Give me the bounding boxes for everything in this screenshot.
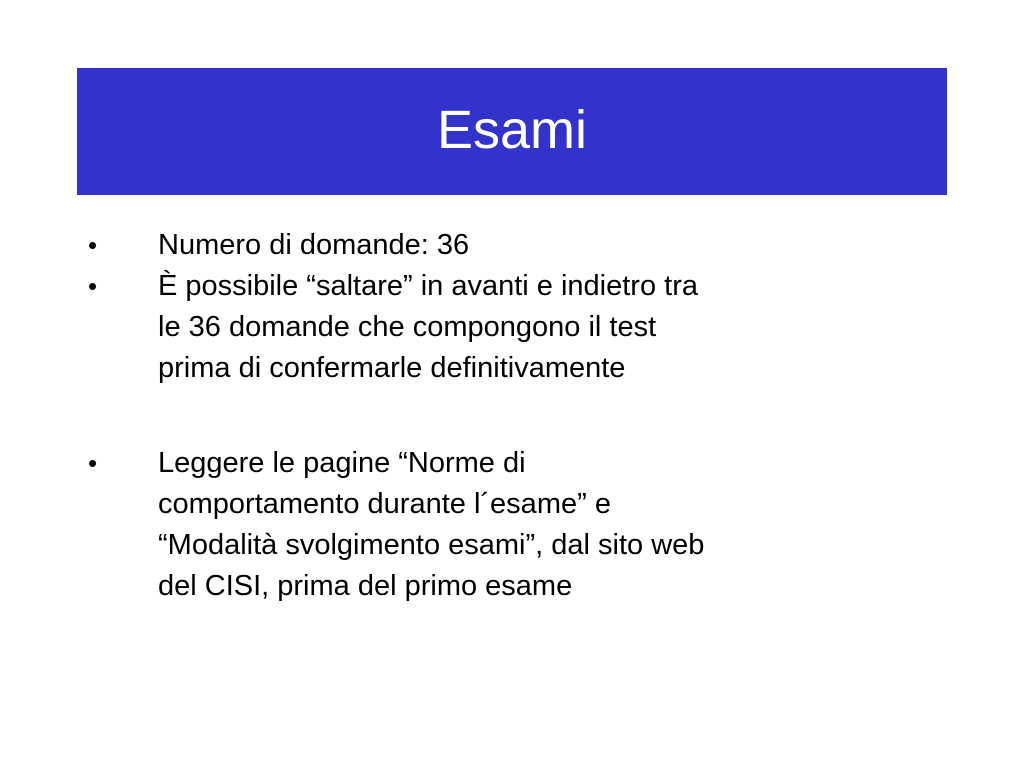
bullet-text: Numero di domande: 36 [158,229,470,261]
bullet-text: È possibile “saltare” in avanti e indietro tra le 36 domande che compongono il test prima di confermarle definitivamente [158,270,698,384]
bullet-text: Leggere le pagine “Norme di comportamento durante l´esame” e “Modalità svolgimento esami”, dal sito web del CISI, prima del primo esame [158,447,705,602]
slide-title: Esami [436,99,588,160]
bullet-dot-icon: • [88,271,98,301]
bullet-item-read-rules [86,443,946,607]
bullet-dot-icon: • [88,230,98,260]
bullet-list [86,225,946,607]
bullet-item-question-count [86,225,946,266]
bullet-item-navigation [86,266,946,389]
title-bar [77,68,947,195]
bullet-dot-icon: • [88,448,98,478]
